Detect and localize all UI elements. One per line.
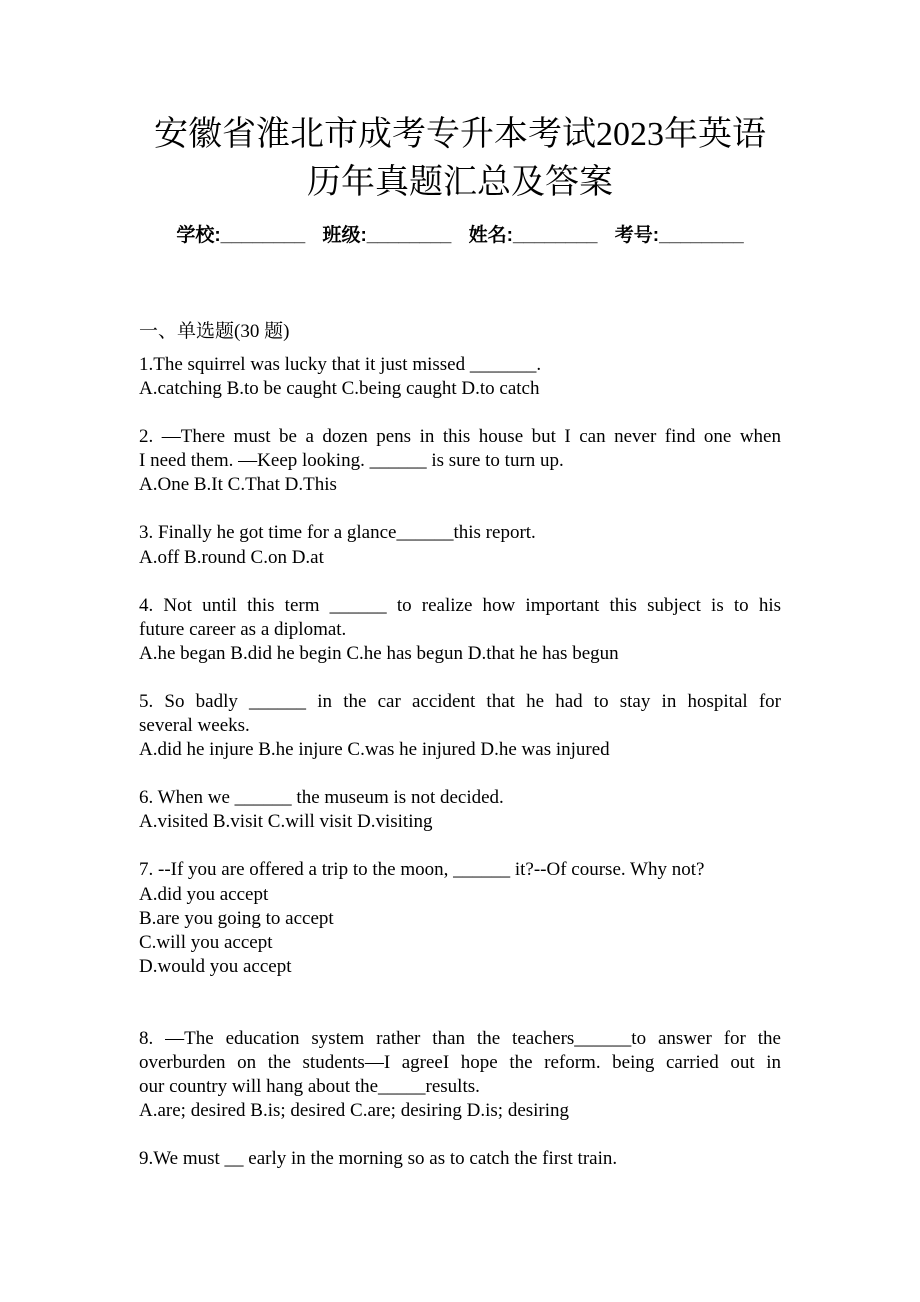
- option-b: B.are you going to accept: [139, 907, 334, 929]
- name-field: 姓名:________: [468, 225, 598, 246]
- question-8: [139, 1027, 781, 1123]
- option-d: D.would you accept: [139, 955, 292, 977]
- question-text: future career as a diplomat.: [139, 618, 347, 640]
- document-title: [0, 111, 920, 207]
- question-options: A.off B.round C.on D.at: [139, 546, 324, 568]
- section-heading: 一、单选题(30 题): [139, 321, 290, 342]
- option-c: C.will you accept: [139, 931, 273, 953]
- question-text: several weeks.: [139, 715, 250, 737]
- question-7: [139, 858, 781, 978]
- question-text: 2. —There must be a dozen pens in this house but I can never find one when: [139, 426, 781, 448]
- question-text: I need them. —Keep looking. ______ is sure to turn up.: [139, 450, 564, 472]
- question-text: overburden on the students—I agreeI hope the reform. being carried out in: [139, 1051, 781, 1073]
- question-text: our country will hang about the_____results.: [139, 1076, 480, 1098]
- question-9: [139, 1147, 781, 1171]
- question-4: [139, 594, 781, 666]
- question-text: 9.We must __ early in the morning so as to catch the first train.: [139, 1148, 618, 1170]
- question-text: 6. When we ______ the museum is not decided.: [139, 787, 504, 809]
- question-text: 1.The squirrel was lucky that it just missed _______.: [139, 354, 542, 375]
- question-options: A.are; desired B.is; desired C.are; desiring D.is; desiring: [139, 1100, 570, 1122]
- exam-number-field: 考号:________: [614, 225, 744, 246]
- school-field: 学校:________: [176, 225, 306, 246]
- question-options: A.catching B.to be caught C.being caught D.to catch: [139, 378, 540, 400]
- question-text: 4. Not until this term ______ to realize how important this subject is to his: [139, 594, 781, 616]
- question-text: 3. Finally he got time for a glance______this report.: [139, 522, 536, 544]
- class-field: 班级:________: [322, 225, 452, 246]
- question-5: [139, 690, 781, 762]
- question-list: [139, 353, 781, 1195]
- question-options: A.did he injure B.he injure C.was he injured D.he was injured: [139, 739, 610, 761]
- question-text: 7. --If you are offered a trip to the moon, ______ it?--Of course. Why not?: [139, 859, 705, 881]
- question-3: [139, 521, 781, 569]
- question-2: [139, 425, 781, 497]
- title-line-1: 安徽省淮北市成考专升本考试2023年英语: [154, 116, 766, 153]
- title-line-2: 历年真题汇总及答案: [307, 164, 613, 201]
- question-text: 8. —The education system rather than the teachers______to answer for the: [139, 1027, 781, 1049]
- student-info-fields: [0, 220, 920, 247]
- question-text: 5. So badly ______ in the car accident that he had to stay in hospital for: [139, 690, 781, 712]
- question-options: A.visited B.visit C.will visit D.visiting: [139, 811, 433, 833]
- question-1: [139, 353, 781, 401]
- question-6: [139, 786, 781, 834]
- question-options: A.One B.It C.That D.This: [139, 474, 337, 496]
- option-a: A.did you accept: [139, 883, 269, 905]
- question-options: A.he began B.did he begin C.he has begun D.that he has begun: [139, 642, 619, 664]
